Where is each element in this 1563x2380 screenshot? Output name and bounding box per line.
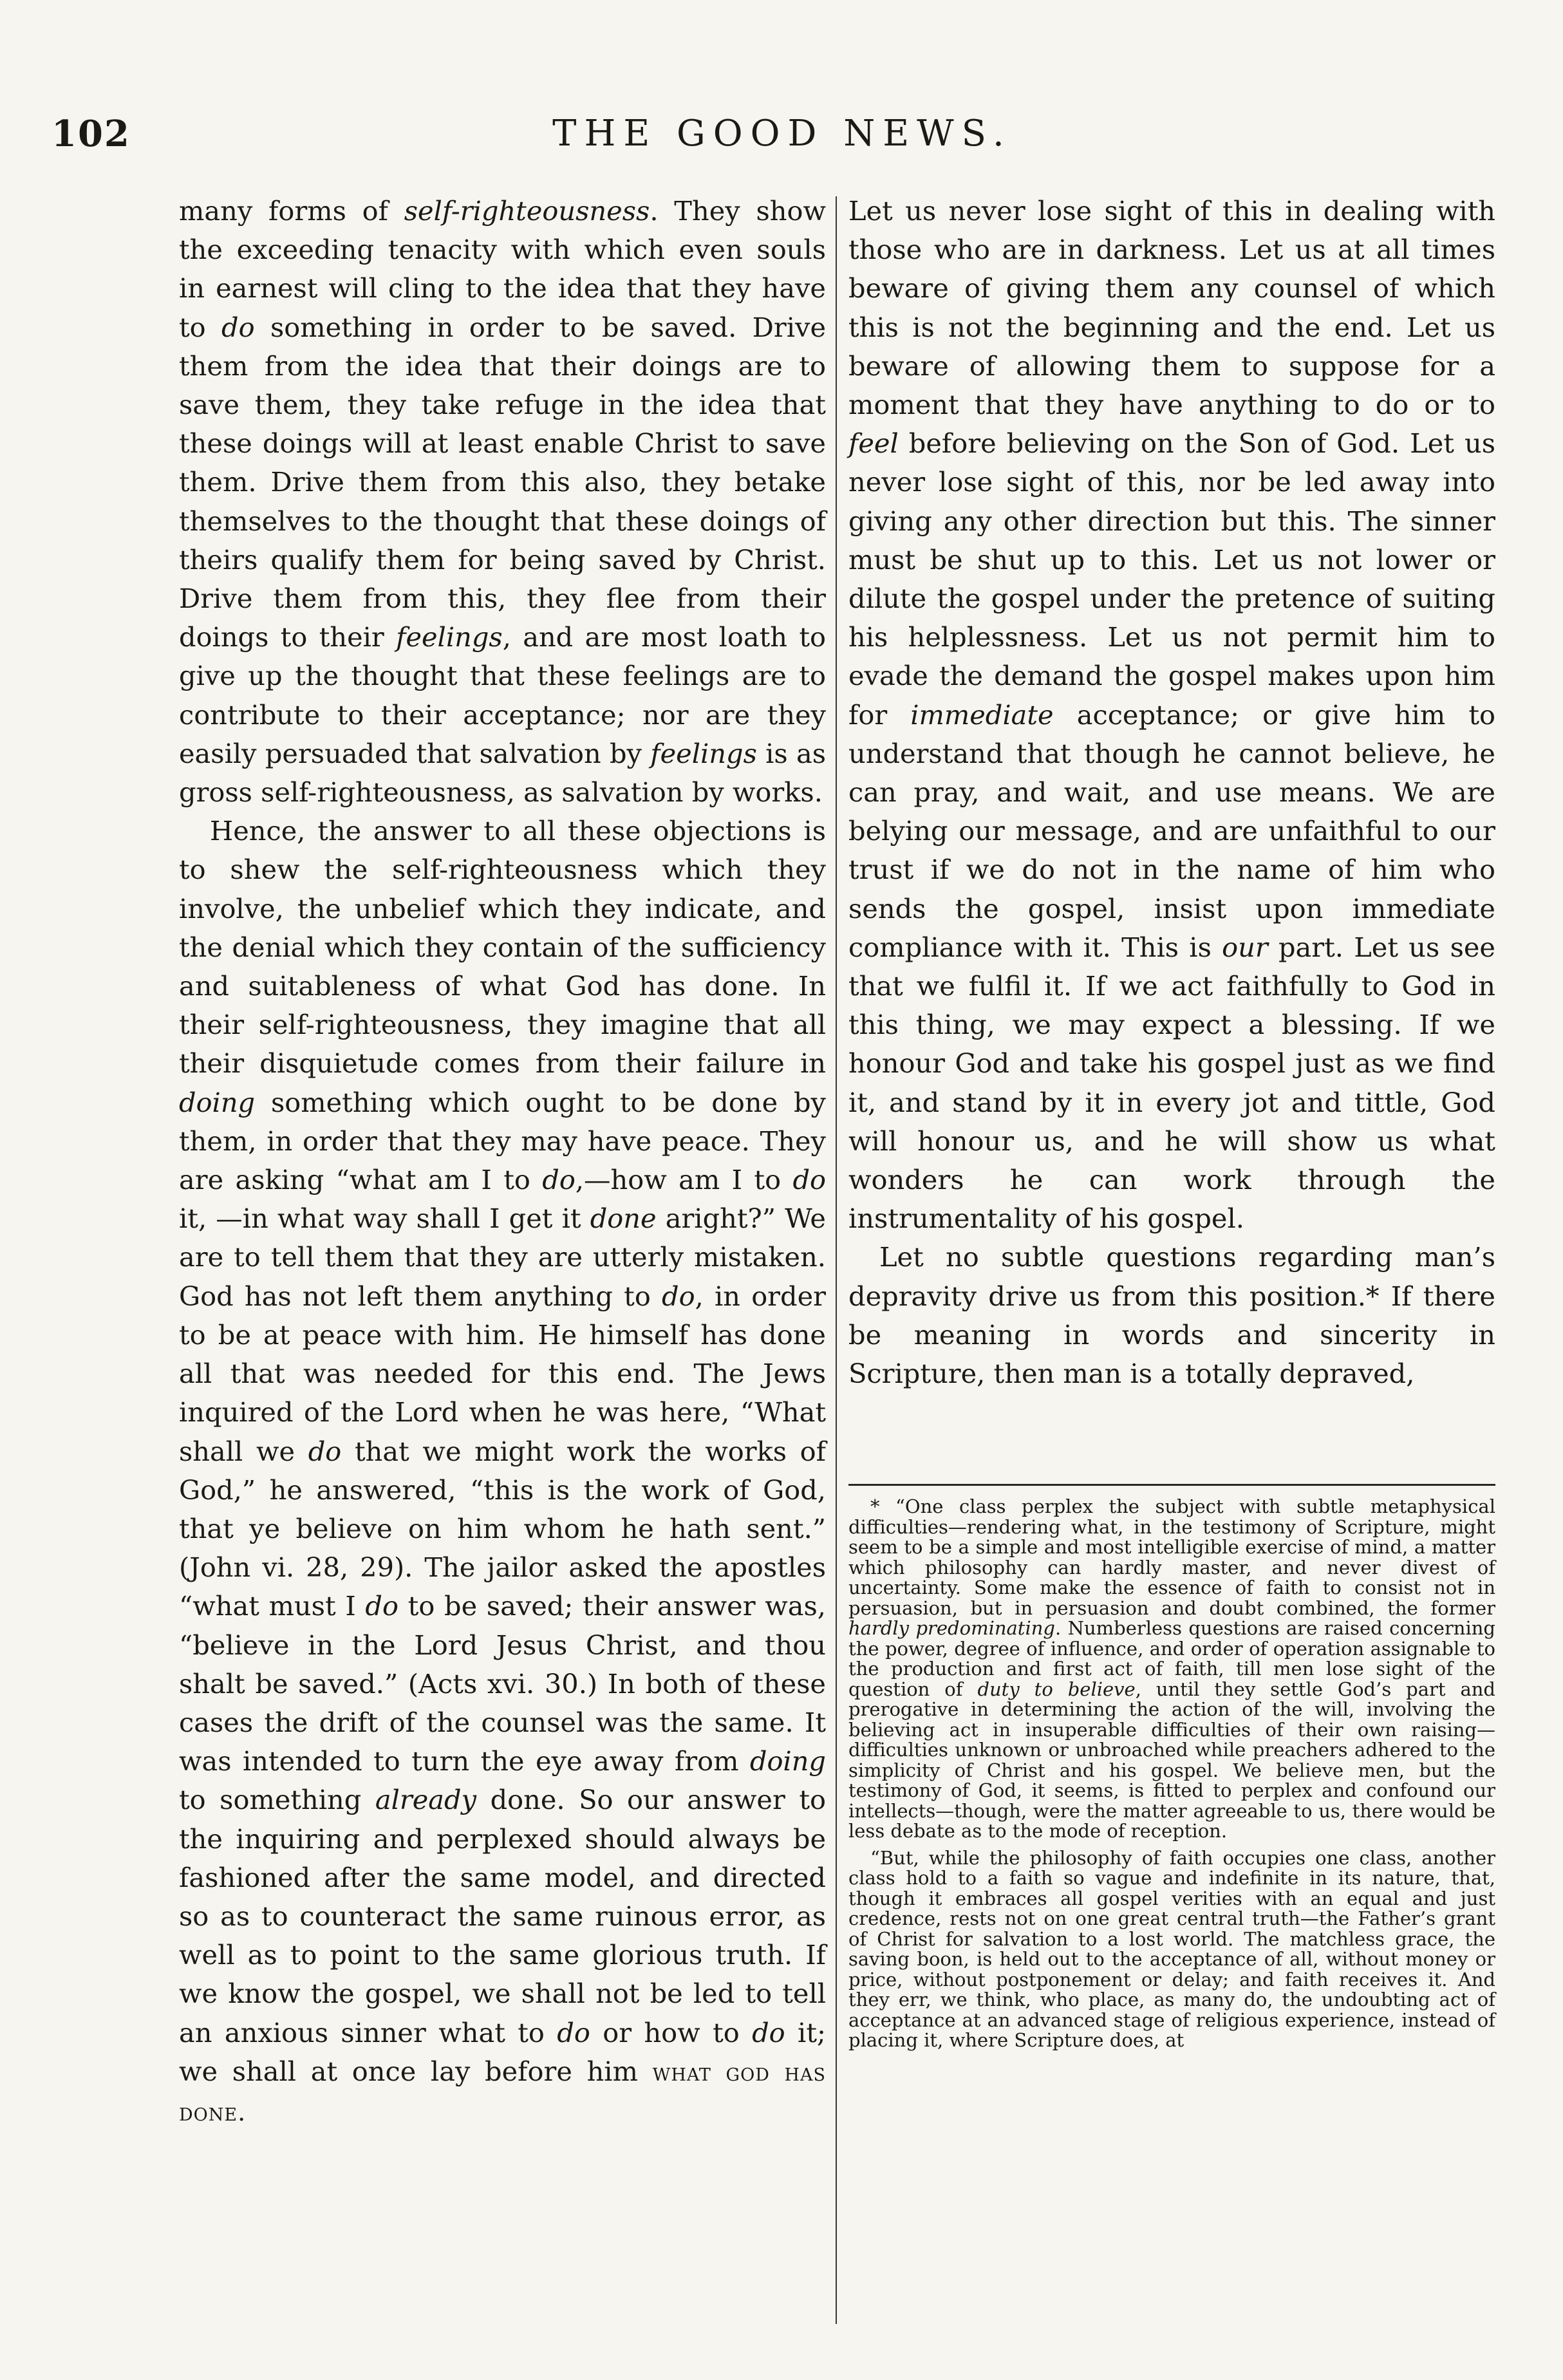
text-segment: Let us never lose sight of this in dealing with those who are in darkness. Let us at all times beware of giving them any counsel of which this is not the beginning and the end. Let us beware of allowing them to suppose for a moment that they have anything to do or to [848,195,1495,421]
text-segment: before believing on the Son of God. Let us never lose sight of this, nor be led away into giving any other direction but this. The sinner must be shut up to this. Let us not lower or dilute the gospel under the pretence of suiting his helplessness. Let us not permit him to evade the demand the gospel makes upon him for [848,427,1495,731]
right-paragraph-2 [848,1238,1495,1393]
text-segment: done. So our answer to the inquiring and perplexed should always be fashioned after the same model, and directed so as to counteract the same ruinous error, as well as to point to the same glorious truth. If we know the gospel, we shall not be led to tell an anxious sinner what to [179,1784,826,2048]
footnote-1 [848,1497,1495,1842]
page-number: 102 [51,113,131,155]
text-segment: or how to [590,2016,753,2048]
italic-text: do [308,1435,342,1467]
italic-text: hardly predominating [848,1617,1055,1639]
italic-text: do [752,2016,785,2048]
italic-text: done [590,1203,657,1235]
text-segment: * “One class perplex the subject with subtle metaphysical difficulties—rendering what, in the testimony of Scripture, might seem to be a simple and most intelligible exercise of mind, a matter which philosophy can hardly master, and never divest of uncertainty. Some make the essence of faith to consist not in persuasion, but in persuasion and doubt combined, the former [848,1495,1495,1619]
italic-text: self-righteousness [404,195,650,227]
text-segment: aright?” We are to tell them that they are utterly mistaken. God has not left them anything to [179,1203,826,1312]
italic-text: feelings [396,621,503,653]
italic-text: do [365,1590,398,1622]
text-segment: it; we shall at once lay before him [179,2016,826,2087]
text-segment: something in order to be saved. Drive them from the idea that their doings are to save them, they take refuge in the idea that these doings will at least enable Christ to save them. Drive them from this also, they betake themselves to the thought that these doings of theirs qualify them for being saved by Christ. Drive them from this, they flee from their doings to their [179,311,826,653]
text-segment: . They show the exceeding tenacity with which even souls in earnest will cling to the idea that they have to [179,195,826,343]
text-segment: , in order to be at peace with him. He himself has done all that was needed for this end. The Jews inquired of the Lord when he was here, “What shall we [179,1280,826,1467]
text-segment: it, —in what way shall I get it [179,1203,590,1235]
right-paragraph-1 [848,192,1495,1238]
text-segment: ,—how am I to [575,1164,793,1196]
italic-text: immediate [910,698,1054,731]
text-segment: Hence, the answer to all these objections is to shew the self-righteousness which they involve, the unbelief which they indicate, and the denial which they contain of the sufficiency and suitableness of what God has done. In their self-righteousness, they imagine that all their disquietude comes from their failure in [179,815,826,1080]
italic-text: already [375,1784,477,1816]
text-segment: “But, while the philosophy of faith occupies one class, another class hold to a faith so vague and indefinite in its nature, that, though it embraces all gospel verities with an equal and just credence, rests not on one great central truth—the Father’s grant of Christ for salvation to a lost world. The matchless grace, the saving boon, is held out to the acceptance of all, without money or price, without postponement or delay; and faith receives it. And they err, we think, who place, as many do, the undoubting act of acceptance at an advanced stage of religious experience, instead of placing it, where Scripture does, at [848,1846,1495,2051]
italic-text: feelings [650,737,757,769]
text-segment: to something [179,1784,375,1816]
text-segment: . Numberless questions are raised concerning the power, degree of influence, and order of operation assignable to the production and first act of faith, till men lose sight of the question of [848,1617,1495,1700]
footnote-rule [848,1484,1495,1486]
italic-text: feel [848,427,899,460]
italic-text: our [1222,931,1268,963]
footnote-2 [848,1848,1495,2051]
italic-text: doing [179,1086,256,1118]
italic-text: doing [749,1745,826,1777]
running-title: THE GOOD NEWS. [552,113,1012,155]
italic-text: do [792,1164,826,1196]
text-segment: acceptance; or give him to understand that though he cannot believe, he can pray, and wait, and use means. We are belying our message, and are unfaithful to our trust if we do not in the name of him who sends the gospel, insist upon immediate compliance with it. This is [848,698,1495,963]
left-paragraph-2 [179,812,826,2132]
text-segment: to be saved; their answer was, “believe in the Lord Jesus Christ, and thou shalt be saved.” (Acts xvi. 30.) In both of these cases the drift of the counsel was the same. It was intended to turn the eye away from [179,1590,826,1777]
text-segment: , and are most loath to give up the thought that these feelings are to contribute to their acceptance; nor are they easily persuaded that salvation by [179,621,826,769]
text-segment: part. Let us see that we fulfil it. If we act faithfully to God in this thing, we may expect a blessing. If we honour God and take his gospel just as we find it, and stand by it in every jot and tittle, God will honour us, and he will show us what wonders he can work through the instrumentality of his gospel. [848,931,1495,1235]
footnotes [848,1497,1495,2057]
column-divider [836,196,837,2324]
page-header [51,113,1513,171]
italic-text: duty to believe [977,1678,1136,1700]
text-segment: Let no subtle questions regarding man’s depravity drive us from this position.* If there be meaning in words and sincerity in Scripture, then man is a totally depraved, [848,1241,1495,1390]
italic-text: do [662,1280,695,1312]
text-segment: , until they settle God’s part and prerogative in determining the action of the will, involving the believing act in insuperable difficulties of their own raising—difficulties unknown or unbroached while preachers adhered to the simplicity of Christ and his gospel. We believe men, but the testimony of God, it seems, is fitted to perplex and confound our intellects—though, were the matter agreeable to us, there would be less debate as to the mode of reception. [848,1678,1495,1842]
text-segment: that we might work the works of God,” he answered, “this is the work of God, that ye believe on him whom he hath sent.” (John vi. 28, 29). The jailor asked the apostles “what must I [179,1435,826,1622]
text-segment: something which ought to be done by them, in order that they may have peace. They are asking “what am I to [179,1086,826,1196]
italic-text: do [221,311,255,343]
left-paragraph-1 [179,192,826,812]
text-segment: many forms of [179,195,404,227]
left-column [179,192,826,2132]
right-column [848,192,1495,1393]
small-caps-text: what god has done. [179,2058,826,2127]
italic-text: do [542,1164,576,1196]
text-segment: is as gross self-righteousness, as salvation by works. [179,737,826,809]
italic-text: do [557,2016,590,2048]
